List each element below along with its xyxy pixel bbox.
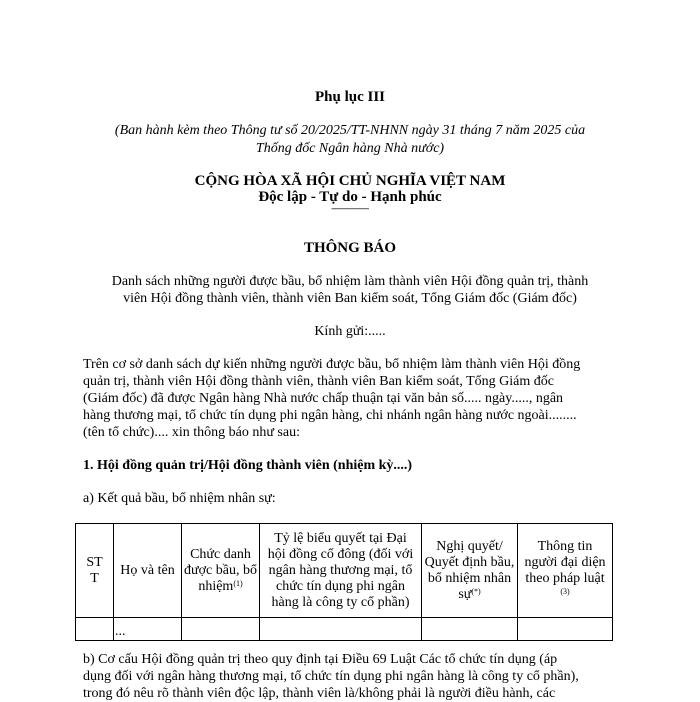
- header-resolution: Nghị quyết/ Quyết định bầu, bổ nhiệm nhân sự(*): [422, 524, 518, 618]
- appendix-title: Phụ lục III: [314, 89, 386, 105]
- section-1a-label: a) Kết quả bầu, bổ nhiệm nhân sự:: [83, 491, 276, 506]
- intro-line-3: (Giám đốc) đã được Ngân hàng Nhà nước chấp thuận tại văn bản số..... ngày....., ngân: [83, 391, 564, 406]
- section-1-heading: 1. Hội đồng quản trị/Hội đồng thành viên (nhiệm kỳ....): [83, 458, 413, 473]
- motto-underline: ---------------: [331, 203, 369, 213]
- footnote-marker: (*): [471, 586, 481, 596]
- recipient-line: Kính gửi:.....: [314, 324, 386, 339]
- table-cell: [518, 618, 613, 641]
- issued-by-line-1: (Ban hành kèm theo Thông tư số 20/2025/TT-NHNN ngày 31 tháng 7 năm 2025 của: [114, 123, 586, 138]
- header-legal-representative: Thông tin người đại diện theo pháp luật $^{(3)}$: [518, 524, 613, 618]
- intro-line-1: Trên cơ sở danh sách dự kiến những người được bầu, bổ nhiệm làm thành viên Hội đồng: [83, 357, 581, 372]
- footnote-marker: (3): [560, 586, 570, 596]
- section-1b-line-1: b) Cơ cấu Hội đồng quản trị theo quy định tại Điều 69 Luật Các tổ chức tín dụng (áp: [83, 652, 558, 667]
- footnote-marker: (1): [233, 578, 243, 588]
- header-full-name: Họ và tên: [114, 524, 182, 618]
- issued-by-line-2: Thống đốc Ngân hàng Nhà nước): [255, 141, 445, 156]
- table-header-row: [76, 524, 613, 618]
- table-cell: [76, 618, 114, 641]
- header-stt: ST T: [76, 524, 114, 618]
- country-name: CỘNG HÒA XÃ HỘI CHỦ NGHĨA VIỆT NAM: [194, 173, 506, 189]
- subject-line-1: Danh sách những người được bầu, bổ nhiệm làm thành viên Hội đồng quản trị, thành: [111, 274, 589, 289]
- header-position: Chức danh được bầu, bổ nhiệm$^{(1)}$: [182, 524, 260, 618]
- table-cell: [260, 618, 422, 641]
- table-row: [76, 618, 613, 641]
- document-title: THÔNG BÁO: [303, 240, 397, 256]
- header-voting-ratio: Tỷ lệ biểu quyết tại Đại hội đồng cổ đông (đối với ngân hàng thương mại, tổ chức tín dụng phi ngân hàng là công ty cổ phần): [260, 524, 422, 618]
- table-cell: [182, 618, 260, 641]
- table-cell: ...: [114, 618, 182, 641]
- appointment-results-table: [75, 523, 613, 641]
- national-motto: Độc lập - Tự do - Hạnh phúc: [258, 189, 442, 205]
- subject-line-2: viên Hội đồng thành viên, thành viên Ban kiểm soát, Tổng Giám đốc (Giám đốc): [123, 291, 577, 306]
- table-cell: [422, 618, 518, 641]
- section-1b-line-2: dụng đối với ngân hàng thương mại, tổ chức tín dụng phi ngân hàng là công ty cổ phần),: [83, 669, 579, 684]
- intro-line-2: quản trị, thành viên Hội đồng thành viên, thành viên Ban kiểm soát, Tổng Giám đốc: [83, 374, 554, 389]
- intro-line-4: hàng thương mại, tổ chức tín dụng phi ngân hàng, chi nhánh ngân hàng nước ngoài........: [83, 408, 577, 423]
- intro-line-5: (tên tổ chức).... xin thông báo như sau:: [83, 425, 300, 440]
- section-1b-line-3: trong đó nêu rõ thành viên độc lập, thành viên là/không phải là người điều hành, các: [83, 686, 556, 701]
